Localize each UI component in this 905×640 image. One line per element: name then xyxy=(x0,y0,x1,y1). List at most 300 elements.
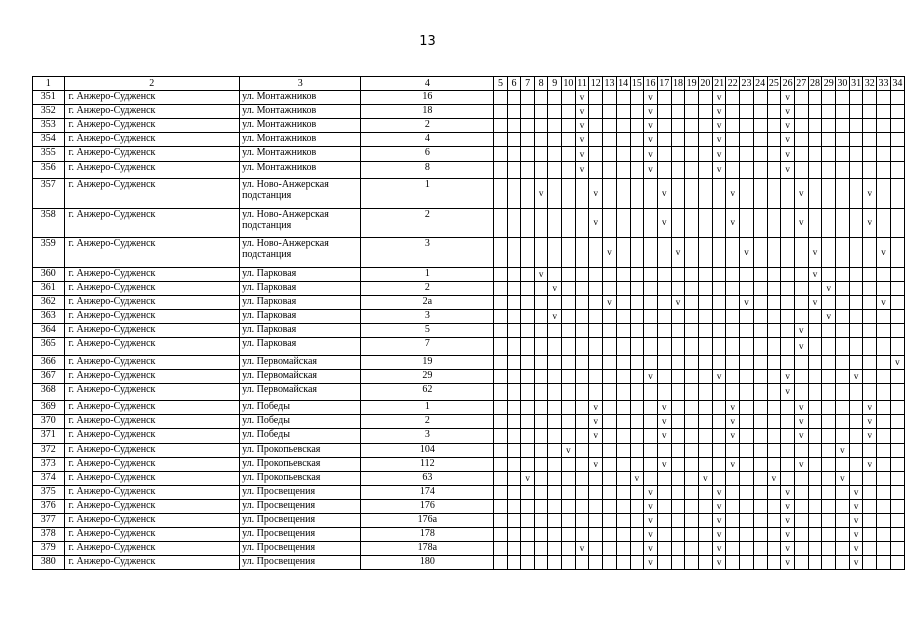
empty-cell xyxy=(877,471,891,485)
empty-cell xyxy=(699,119,713,133)
empty-cell xyxy=(808,383,822,401)
table-row xyxy=(33,556,905,570)
empty-cell xyxy=(507,267,521,281)
empty-cell xyxy=(671,485,685,499)
empty-cell xyxy=(808,309,822,323)
empty-cell xyxy=(753,147,767,161)
empty-cell xyxy=(836,147,850,161)
empty-cell xyxy=(561,105,575,119)
column-header: 25 xyxy=(768,78,779,90)
empty-cell xyxy=(630,355,644,369)
empty-cell xyxy=(781,401,795,415)
mark-cell: v xyxy=(781,369,795,383)
empty-cell xyxy=(740,323,754,337)
empty-cell xyxy=(808,528,822,542)
empty-cell xyxy=(877,415,891,429)
empty-cell xyxy=(685,323,699,337)
empty-cell xyxy=(767,457,781,471)
empty-cell xyxy=(561,528,575,542)
mark-cell: v xyxy=(657,401,671,415)
empty-cell xyxy=(644,309,658,323)
table-row xyxy=(33,513,905,527)
empty-cell xyxy=(794,369,808,383)
empty-cell xyxy=(521,401,535,415)
row-number: 380 xyxy=(33,556,65,570)
empty-cell xyxy=(671,457,685,471)
empty-cell xyxy=(836,401,850,415)
row-number: 355 xyxy=(33,147,65,161)
empty-cell xyxy=(671,179,685,209)
empty-cell xyxy=(890,499,904,513)
mark-cell: v xyxy=(712,91,726,105)
empty-cell xyxy=(822,161,836,179)
mark-cell: v xyxy=(781,119,795,133)
city-cell: г. Анжеро-Судженск xyxy=(64,542,240,556)
empty-cell xyxy=(877,91,891,105)
empty-cell xyxy=(685,443,699,457)
empty-cell xyxy=(753,281,767,295)
empty-cell xyxy=(657,281,671,295)
city-cell: г. Анжеро-Судженск xyxy=(64,457,240,471)
empty-cell xyxy=(822,471,836,485)
empty-cell xyxy=(863,513,877,527)
city-cell: г. Анжеро-Судженск xyxy=(64,91,240,105)
empty-cell xyxy=(561,133,575,147)
empty-cell xyxy=(808,556,822,570)
empty-cell xyxy=(494,119,508,133)
mark-cell: v xyxy=(712,485,726,499)
empty-cell xyxy=(712,457,726,471)
mark-cell: v xyxy=(849,556,863,570)
empty-cell xyxy=(561,471,575,485)
empty-cell xyxy=(794,161,808,179)
mark-cell: v xyxy=(849,542,863,556)
empty-cell xyxy=(863,383,877,401)
empty-cell xyxy=(767,542,781,556)
mark-cell: v xyxy=(781,105,795,119)
empty-cell xyxy=(699,513,713,527)
empty-cell xyxy=(616,238,630,268)
empty-cell xyxy=(630,161,644,179)
empty-cell xyxy=(589,309,603,323)
empty-cell xyxy=(822,528,836,542)
empty-cell xyxy=(603,133,617,147)
row-number: 360 xyxy=(33,267,65,281)
mark-cell: v xyxy=(657,208,671,238)
empty-cell xyxy=(644,401,658,415)
empty-cell xyxy=(877,208,891,238)
mark-cell: v xyxy=(561,443,575,457)
empty-cell xyxy=(548,369,562,383)
empty-cell xyxy=(534,133,548,147)
row-number: 377 xyxy=(33,513,65,527)
empty-cell xyxy=(534,355,548,369)
empty-cell xyxy=(794,443,808,457)
house-cell: 4 xyxy=(361,133,494,147)
empty-cell xyxy=(836,309,850,323)
empty-cell xyxy=(494,281,508,295)
empty-cell xyxy=(616,499,630,513)
mark-cell: v xyxy=(589,179,603,209)
empty-cell xyxy=(849,415,863,429)
empty-cell xyxy=(877,133,891,147)
empty-cell xyxy=(534,429,548,443)
city-cell: г. Анжеро-Судженск xyxy=(64,119,240,133)
empty-cell xyxy=(753,471,767,485)
table-row xyxy=(33,238,905,268)
empty-cell xyxy=(657,556,671,570)
empty-cell xyxy=(685,91,699,105)
empty-cell xyxy=(589,161,603,179)
column-header: 2 xyxy=(64,77,240,91)
mark-cell: v xyxy=(781,556,795,570)
table-row xyxy=(33,281,905,295)
empty-cell xyxy=(630,323,644,337)
empty-cell xyxy=(507,119,521,133)
empty-cell xyxy=(575,457,589,471)
mark-cell: v xyxy=(671,295,685,309)
empty-cell xyxy=(890,528,904,542)
empty-cell xyxy=(740,133,754,147)
empty-cell xyxy=(699,457,713,471)
empty-cell xyxy=(781,309,795,323)
empty-cell xyxy=(822,556,836,570)
empty-cell xyxy=(521,238,535,268)
empty-cell xyxy=(494,542,508,556)
empty-cell xyxy=(589,383,603,401)
empty-cell xyxy=(616,105,630,119)
mark-cell: v xyxy=(781,91,795,105)
empty-cell xyxy=(794,281,808,295)
empty-cell xyxy=(507,443,521,457)
empty-cell xyxy=(740,383,754,401)
empty-cell xyxy=(712,238,726,268)
empty-cell xyxy=(521,485,535,499)
city-cell: г. Анжеро-Судженск xyxy=(64,147,240,161)
mark-cell: v xyxy=(712,499,726,513)
house-cell: 6 xyxy=(361,147,494,161)
empty-cell xyxy=(507,499,521,513)
empty-cell xyxy=(849,105,863,119)
empty-cell xyxy=(630,295,644,309)
mark-cell: v xyxy=(781,513,795,527)
empty-cell xyxy=(863,369,877,383)
row-number: 356 xyxy=(33,161,65,179)
empty-cell xyxy=(794,238,808,268)
empty-cell xyxy=(548,499,562,513)
empty-cell xyxy=(671,369,685,383)
empty-cell xyxy=(685,499,699,513)
empty-cell xyxy=(575,528,589,542)
empty-cell xyxy=(671,556,685,570)
empty-cell xyxy=(822,119,836,133)
empty-cell xyxy=(726,161,740,179)
empty-cell xyxy=(575,499,589,513)
empty-cell xyxy=(699,208,713,238)
empty-cell xyxy=(794,499,808,513)
empty-cell xyxy=(521,91,535,105)
city-cell: г. Анжеро-Судженск xyxy=(64,238,240,268)
empty-cell xyxy=(877,383,891,401)
empty-cell xyxy=(836,499,850,513)
row-number: 353 xyxy=(33,119,65,133)
empty-cell xyxy=(890,542,904,556)
city-cell: г. Анжеро-Судженск xyxy=(64,556,240,570)
mark-cell: v xyxy=(836,443,850,457)
empty-cell xyxy=(794,309,808,323)
empty-cell xyxy=(644,281,658,295)
mark-cell: v xyxy=(644,499,658,513)
empty-cell xyxy=(671,528,685,542)
empty-cell xyxy=(849,338,863,356)
table-row xyxy=(33,471,905,485)
empty-cell xyxy=(726,119,740,133)
empty-cell xyxy=(836,91,850,105)
mark-cell: v xyxy=(657,179,671,209)
empty-cell xyxy=(616,179,630,209)
empty-cell xyxy=(494,133,508,147)
empty-cell xyxy=(561,267,575,281)
mark-cell: v xyxy=(740,295,754,309)
empty-cell xyxy=(630,542,644,556)
empty-cell xyxy=(877,147,891,161)
empty-cell xyxy=(575,369,589,383)
empty-cell xyxy=(685,556,699,570)
empty-cell xyxy=(753,238,767,268)
empty-cell xyxy=(712,471,726,485)
empty-cell xyxy=(781,323,795,337)
empty-cell xyxy=(699,179,713,209)
empty-cell xyxy=(877,119,891,133)
empty-cell xyxy=(781,471,795,485)
empty-cell xyxy=(589,91,603,105)
empty-cell xyxy=(521,513,535,527)
empty-cell xyxy=(616,443,630,457)
empty-cell xyxy=(767,323,781,337)
empty-cell xyxy=(494,528,508,542)
street-cell: ул. Парковая xyxy=(240,267,361,281)
empty-cell xyxy=(685,147,699,161)
mark-cell: v xyxy=(644,105,658,119)
empty-cell xyxy=(699,238,713,268)
empty-cell xyxy=(575,513,589,527)
row-number: 375 xyxy=(33,485,65,499)
empty-cell xyxy=(548,415,562,429)
empty-cell xyxy=(836,119,850,133)
empty-cell xyxy=(822,147,836,161)
empty-cell xyxy=(740,281,754,295)
mark-cell: v xyxy=(712,528,726,542)
table-row xyxy=(33,208,905,238)
empty-cell xyxy=(603,429,617,443)
empty-cell xyxy=(890,147,904,161)
empty-cell xyxy=(657,267,671,281)
mark-cell: v xyxy=(726,179,740,209)
empty-cell xyxy=(644,443,658,457)
empty-cell xyxy=(671,338,685,356)
empty-cell xyxy=(685,133,699,147)
empty-cell xyxy=(890,556,904,570)
table-row xyxy=(33,91,905,105)
empty-cell xyxy=(849,267,863,281)
empty-cell xyxy=(712,338,726,356)
empty-cell xyxy=(822,443,836,457)
empty-cell xyxy=(603,355,617,369)
column-header: 21 xyxy=(714,78,725,90)
empty-cell xyxy=(808,415,822,429)
row-number: 368 xyxy=(33,383,65,401)
mark-cell: v xyxy=(794,323,808,337)
empty-cell xyxy=(644,323,658,337)
empty-cell xyxy=(603,161,617,179)
empty-cell xyxy=(671,415,685,429)
empty-cell xyxy=(822,457,836,471)
empty-cell xyxy=(808,161,822,179)
empty-cell xyxy=(644,267,658,281)
table-row xyxy=(33,383,905,401)
table-row xyxy=(33,457,905,471)
empty-cell xyxy=(630,208,644,238)
empty-cell xyxy=(534,499,548,513)
empty-cell xyxy=(877,443,891,457)
empty-cell xyxy=(603,91,617,105)
empty-cell xyxy=(548,295,562,309)
empty-cell xyxy=(712,281,726,295)
empty-cell xyxy=(616,457,630,471)
empty-cell xyxy=(712,208,726,238)
mark-cell: v xyxy=(589,457,603,471)
empty-cell xyxy=(767,179,781,209)
mark-cell: v xyxy=(808,238,822,268)
empty-cell xyxy=(740,556,754,570)
city-cell: г. Анжеро-Судженск xyxy=(64,471,240,485)
empty-cell xyxy=(561,415,575,429)
empty-cell xyxy=(603,119,617,133)
empty-cell xyxy=(740,499,754,513)
empty-cell xyxy=(726,513,740,527)
street-cell: ул. Победы xyxy=(240,401,361,415)
city-cell: г. Анжеро-Судженск xyxy=(64,383,240,401)
mark-cell: v xyxy=(794,415,808,429)
empty-cell xyxy=(699,309,713,323)
city-cell: г. Анжеро-Судженск xyxy=(64,309,240,323)
empty-cell xyxy=(575,383,589,401)
empty-cell xyxy=(534,295,548,309)
mark-cell: v xyxy=(644,133,658,147)
mark-cell: v xyxy=(712,542,726,556)
empty-cell xyxy=(671,323,685,337)
empty-cell xyxy=(494,208,508,238)
mark-cell: v xyxy=(575,105,589,119)
empty-cell xyxy=(603,338,617,356)
empty-cell xyxy=(548,208,562,238)
mark-cell: v xyxy=(644,147,658,161)
empty-cell xyxy=(589,281,603,295)
empty-cell xyxy=(494,443,508,457)
empty-cell xyxy=(534,238,548,268)
empty-cell xyxy=(685,208,699,238)
empty-cell xyxy=(685,309,699,323)
empty-cell xyxy=(836,542,850,556)
empty-cell xyxy=(822,133,836,147)
empty-cell xyxy=(521,179,535,209)
empty-cell xyxy=(685,542,699,556)
empty-cell xyxy=(726,556,740,570)
empty-cell xyxy=(521,355,535,369)
column-header: 17 xyxy=(659,78,670,90)
empty-cell xyxy=(877,309,891,323)
empty-cell xyxy=(630,267,644,281)
empty-cell xyxy=(589,485,603,499)
empty-cell xyxy=(671,309,685,323)
empty-cell xyxy=(890,471,904,485)
empty-cell xyxy=(548,119,562,133)
empty-cell xyxy=(671,542,685,556)
column-header: 28 xyxy=(809,78,820,90)
empty-cell xyxy=(877,161,891,179)
empty-cell xyxy=(890,179,904,209)
empty-cell xyxy=(822,295,836,309)
empty-cell xyxy=(794,119,808,133)
mark-cell: v xyxy=(589,208,603,238)
empty-cell xyxy=(548,133,562,147)
empty-cell xyxy=(849,281,863,295)
empty-cell xyxy=(863,105,877,119)
empty-cell xyxy=(836,133,850,147)
row-number: 366 xyxy=(33,355,65,369)
empty-cell xyxy=(712,295,726,309)
empty-cell xyxy=(521,415,535,429)
empty-cell xyxy=(753,161,767,179)
empty-cell xyxy=(561,383,575,401)
row-number: 358 xyxy=(33,208,65,238)
row-number: 362 xyxy=(33,295,65,309)
empty-cell xyxy=(726,542,740,556)
mark-cell: v xyxy=(726,415,740,429)
empty-cell xyxy=(671,91,685,105)
column-header: 19 xyxy=(686,78,697,90)
empty-cell xyxy=(630,429,644,443)
empty-cell xyxy=(726,105,740,119)
empty-cell xyxy=(808,499,822,513)
empty-cell xyxy=(753,208,767,238)
mark-cell: v xyxy=(712,133,726,147)
city-cell: г. Анжеро-Судженск xyxy=(64,179,240,209)
empty-cell xyxy=(534,443,548,457)
column-header: 7 xyxy=(521,77,535,91)
column-header: 23 xyxy=(741,78,752,90)
empty-cell xyxy=(603,309,617,323)
empty-cell xyxy=(890,119,904,133)
empty-cell xyxy=(507,208,521,238)
empty-cell xyxy=(616,556,630,570)
empty-cell xyxy=(507,471,521,485)
empty-cell xyxy=(849,208,863,238)
empty-cell xyxy=(685,401,699,415)
empty-cell xyxy=(589,528,603,542)
empty-cell xyxy=(877,429,891,443)
empty-cell xyxy=(699,355,713,369)
empty-cell xyxy=(890,281,904,295)
empty-cell xyxy=(726,133,740,147)
empty-cell xyxy=(740,401,754,415)
city-cell: г. Анжеро-Судженск xyxy=(64,499,240,513)
empty-cell xyxy=(657,161,671,179)
table-row xyxy=(33,309,905,323)
column-header: 29 xyxy=(823,78,834,90)
mark-cell: v xyxy=(644,369,658,383)
column-header: 3 xyxy=(240,77,361,91)
